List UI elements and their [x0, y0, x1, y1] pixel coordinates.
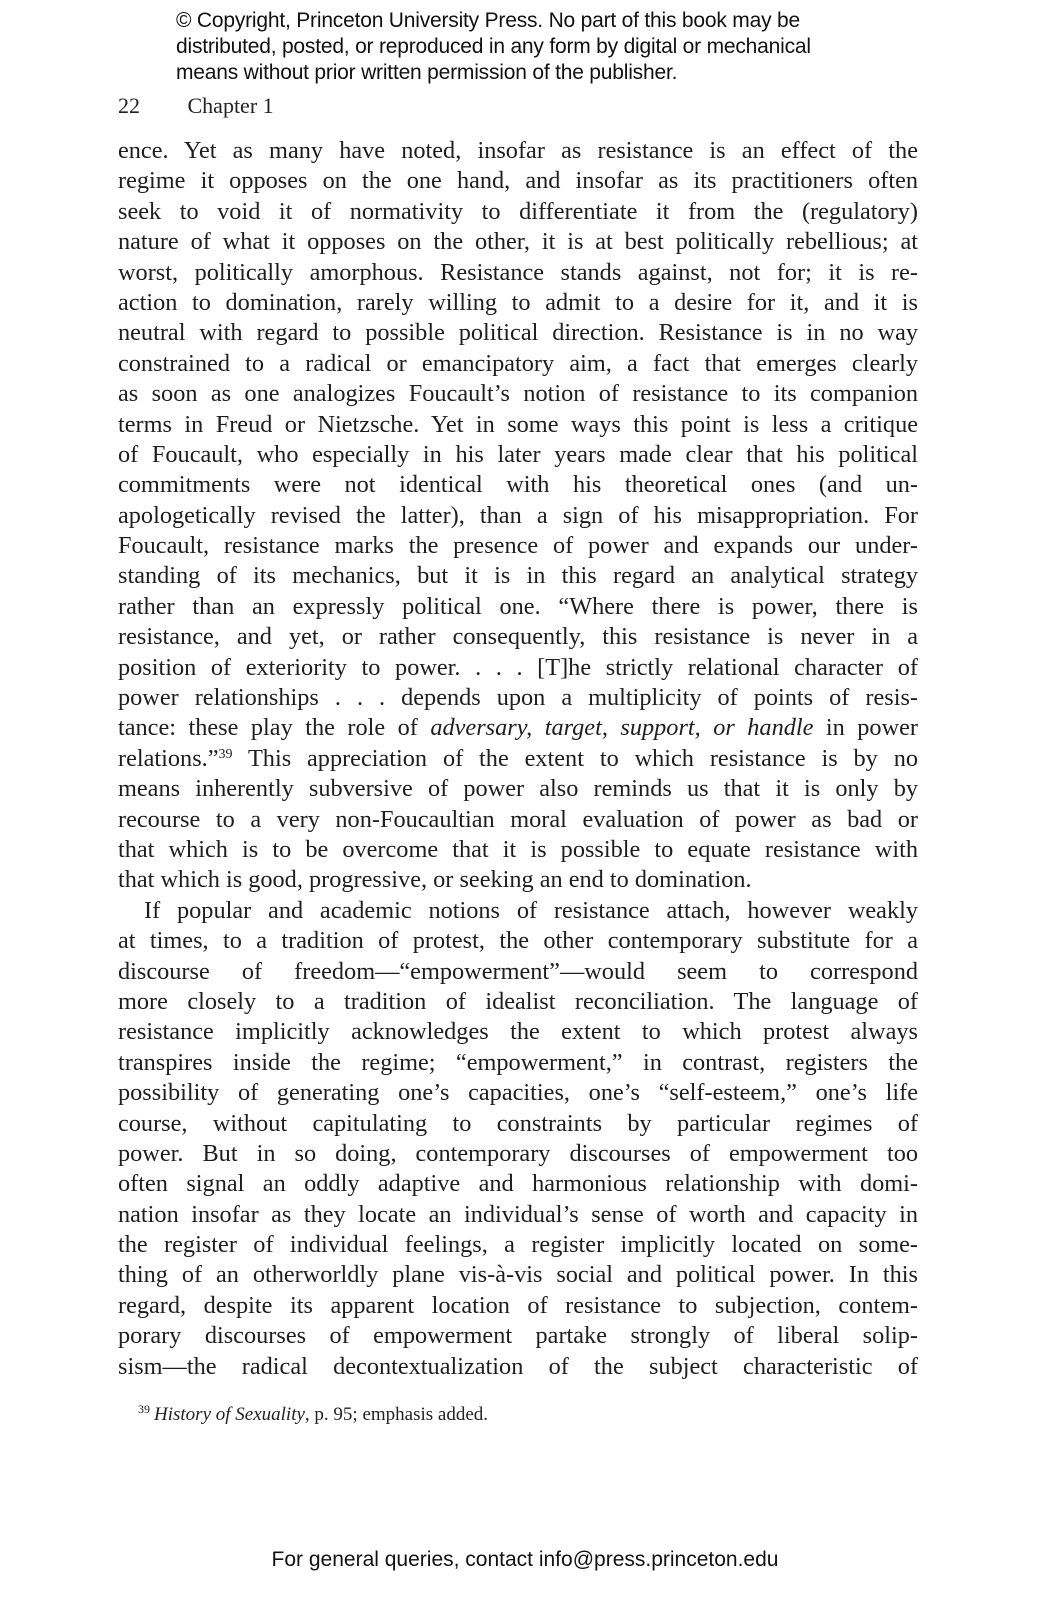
copyright-line: means without prior written permission of the publisher.	[176, 61, 678, 84]
text-line: as soon as one analogizes Foucault’s notion of resistance to its companion	[118, 380, 918, 408]
text-line: at times, to a tradition of protest, the other contemporary substitute for a	[118, 927, 918, 955]
text-line: power. But in so doing, contemporary discourses of empowerment too	[118, 1139, 918, 1167]
text-line: discourse of freedom—“empowerment”—would seem to correspond	[118, 957, 918, 985]
text-line: worst, politically amorphous. Resistance stands against, not for; it is re-	[118, 258, 918, 286]
text-segment: This appreciation of the extent to which resistance is by no	[232, 744, 918, 772]
text-line: possibility of generating one’s capacities, one’s “self-esteem,” one’s life	[118, 1079, 918, 1107]
body-text	[118, 136, 918, 1382]
text-line: commitments were not identical with his theoretical ones (and un-	[118, 471, 918, 499]
text-line: regard, despite its apparent location of resistance to subjection, contem-	[118, 1291, 918, 1319]
footnote	[138, 1402, 488, 1426]
footnote-number: 39	[138, 1402, 150, 1416]
text-line: resistance, and yet, or rather consequently, this resistance is never in a	[118, 623, 918, 651]
text-line: porary discourses of empowerment partake strongly of liberal solip-	[118, 1322, 918, 1350]
text-line: regime it opposes on the one hand, and insofar as its practitioners often	[118, 167, 918, 195]
text-line: standing of its mechanics, but it is in this regard an analytical strategy	[118, 562, 918, 590]
text-line: often signal an oddly adaptive and harmonious relationship with domi-	[118, 1170, 918, 1198]
text-line-footnote-ref	[118, 744, 918, 774]
text-segment: in power	[813, 714, 918, 742]
text-line: course, without capitulating to constraints by particular regimes of	[118, 1109, 918, 1137]
text-line: sism—the radical decontextualization of the subject characteristic of	[118, 1352, 918, 1380]
text-line: transpires inside the regime; “empowerment,” in contrast, registers the	[118, 1048, 918, 1076]
text-line: ence. Yet as many have noted, insofar as resistance is an effect of the	[118, 137, 918, 164]
text-line: that which is to be overcome that it is possible to equate resistance with	[118, 835, 918, 863]
running-head	[118, 93, 274, 119]
text-line: more closely to a tradition of idealist reconciliation. The language of	[118, 987, 918, 1015]
text-line: thing of an otherworldly plane vis-à-vis social and political power. In this	[118, 1261, 918, 1289]
paragraph-first-line: If popular and academic notions of resistance attach, however weakly	[144, 896, 918, 924]
text-line: nation insofar as they locate an individual’s sense of worth and capacity in	[118, 1200, 918, 1228]
page-number: 22	[118, 93, 140, 118]
text-line: seek to void it of normativity to differentiate it from the (regulatory)	[118, 197, 918, 225]
copyright-notice	[176, 8, 936, 86]
text-line: Foucault, resistance marks the presence of power and expands our under-	[118, 532, 918, 560]
contact-footer: For general queries, contact info@press.princeton.edu	[271, 1548, 779, 1571]
text-line: resistance implicitly acknowledges the extent to which protest always	[118, 1018, 918, 1046]
text-segment: tance: these play the role of	[118, 714, 431, 742]
text-line: constrained to a radical or emancipatory aim, a fact that emerges clearly	[118, 349, 918, 377]
copyright-line: distributed, posted, or reproduced in any form by digital or mechanical	[176, 35, 811, 58]
text-line-italic	[118, 713, 918, 743]
text-line: terms in Freud or Nietzsche. Yet in some ways this point is less a critique	[118, 410, 918, 438]
text-line: action to domination, rarely willing to admit to a desire for it, and it is	[118, 288, 918, 316]
text-line: of Foucault, who especially in his later years made clear that his political	[118, 440, 918, 468]
footnote-text: , p. 95; emphasis added.	[304, 1404, 489, 1425]
text-line: nature of what it opposes on the other, it is at best politically rebellious; at	[118, 228, 918, 256]
footnote-book-title: History of Sexuality	[154, 1404, 305, 1425]
text-line: the register of individual feelings, a register implicitly located on some-	[118, 1231, 918, 1259]
text-line: apologetically revised the latter), than a sign of his misappropriation. For	[118, 501, 918, 529]
text-line: means inherently subversive of power also reminds us that it is only by	[118, 775, 918, 803]
italic-emphasis: adversary, target, support, or handle	[430, 714, 814, 742]
footnote-reference[interactable]: 39	[218, 746, 233, 762]
chapter-title: Chapter 1	[187, 93, 274, 118]
text-line: rather than an expressly political one. “Where there is power, there is	[118, 592, 918, 620]
text-segment: relations.”	[118, 744, 219, 772]
text-line: position of exteriority to power. . . . [T]he strictly relational character of	[118, 653, 918, 681]
text-line: recourse to a very non-Foucaultian moral evaluation of power as bad or	[118, 805, 918, 833]
paragraph-last-line: that which is good, progressive, or seeking an end to domination.	[118, 866, 752, 894]
text-line: neutral with regard to possible political direction. Resistance is in no way	[118, 319, 918, 347]
copyright-line: © Copyright, Princeton University Press. No part of this book may be	[176, 9, 800, 32]
text-line: power relationships . . . depends upon a multiplicity of points of resis-	[118, 684, 918, 712]
